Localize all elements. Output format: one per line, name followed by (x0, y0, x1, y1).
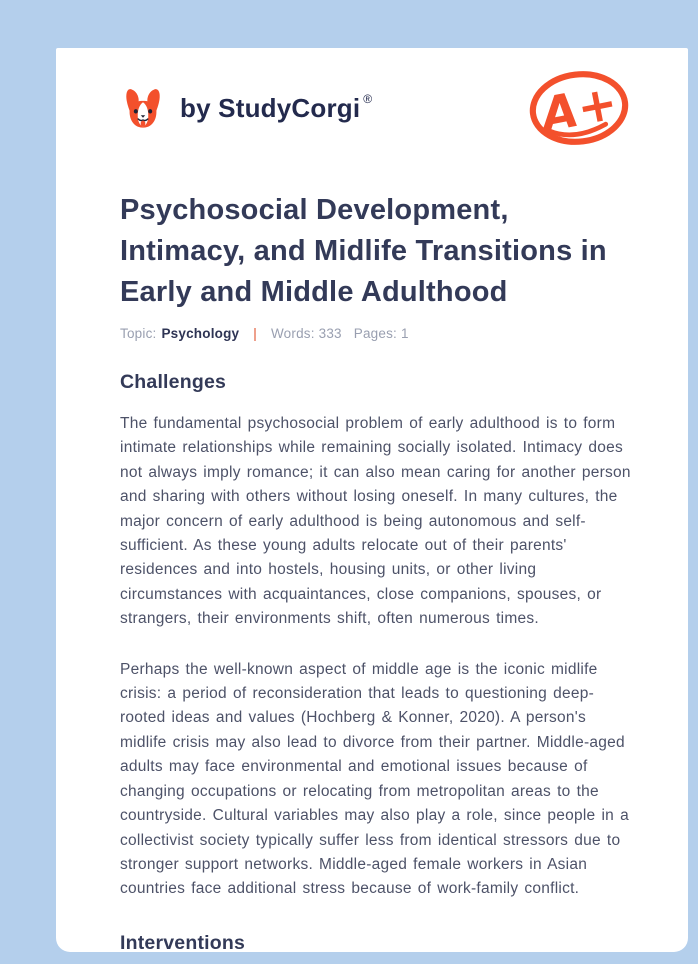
topic-label: Topic: (120, 326, 157, 341)
svg-text:A+: A+ (536, 75, 622, 144)
header (120, 62, 631, 154)
topic-link[interactable]: Psychology (161, 326, 240, 341)
corgi-face-icon (120, 85, 166, 131)
section-heading-challenges: Challenges (120, 371, 227, 393)
a-plus-stamp-icon (527, 67, 631, 149)
pages-count: Pages: 1 (353, 326, 409, 341)
words-count: Words: 333 (270, 326, 342, 341)
essay-meta (120, 326, 631, 341)
meta-divider: | (253, 326, 257, 341)
brand-wordmark: by StudyCorgi ® (180, 92, 373, 123)
essay-title: Psychosocial Development, Intimacy, and Midlife Transitions in Early and Middle Adulthood (120, 194, 607, 308)
section-heading-interventions: Interventions (120, 931, 246, 952)
registered-trademark: ® (363, 92, 373, 106)
paragraph: Perhaps the well-known aspect of middle age is the iconic midlife crisis: a period of reconsideration that leads to questioning deep-rooted ideas and values (Hochberg & Konner, 2020). A person's midlife crisis may also lead to divorce from their partner. Middle-aged adults may face environmental and emotional issues because of changing occupations or relocating from metropolitan areas to the countryside. Cultural variables may also play a role, since people in a collectivist society typically suffer less from identical stressors due to stronger support networks. Middle-aged female workers in Asian countries face additional stress because of work-family conflict. (120, 660, 629, 898)
studycorgi-logo[interactable] (120, 85, 372, 131)
paragraph: The fundamental psychosocial problem of early adulthood is to form intimate relationships while remaining socially isolated. Intimacy does not always imply romance; it can also mean caring for another person and sharing with others without losing oneself. In many cultures, the major concern of early adulthood is being autonomous and self-sufficient. As these young adults relocate out of their parents' residences and into hostels, housing units, or other living circumstances with acquaintances, close companions, spouses, or strangers, their environments shift, often numerous times. (120, 415, 631, 628)
essay-card (56, 48, 688, 952)
